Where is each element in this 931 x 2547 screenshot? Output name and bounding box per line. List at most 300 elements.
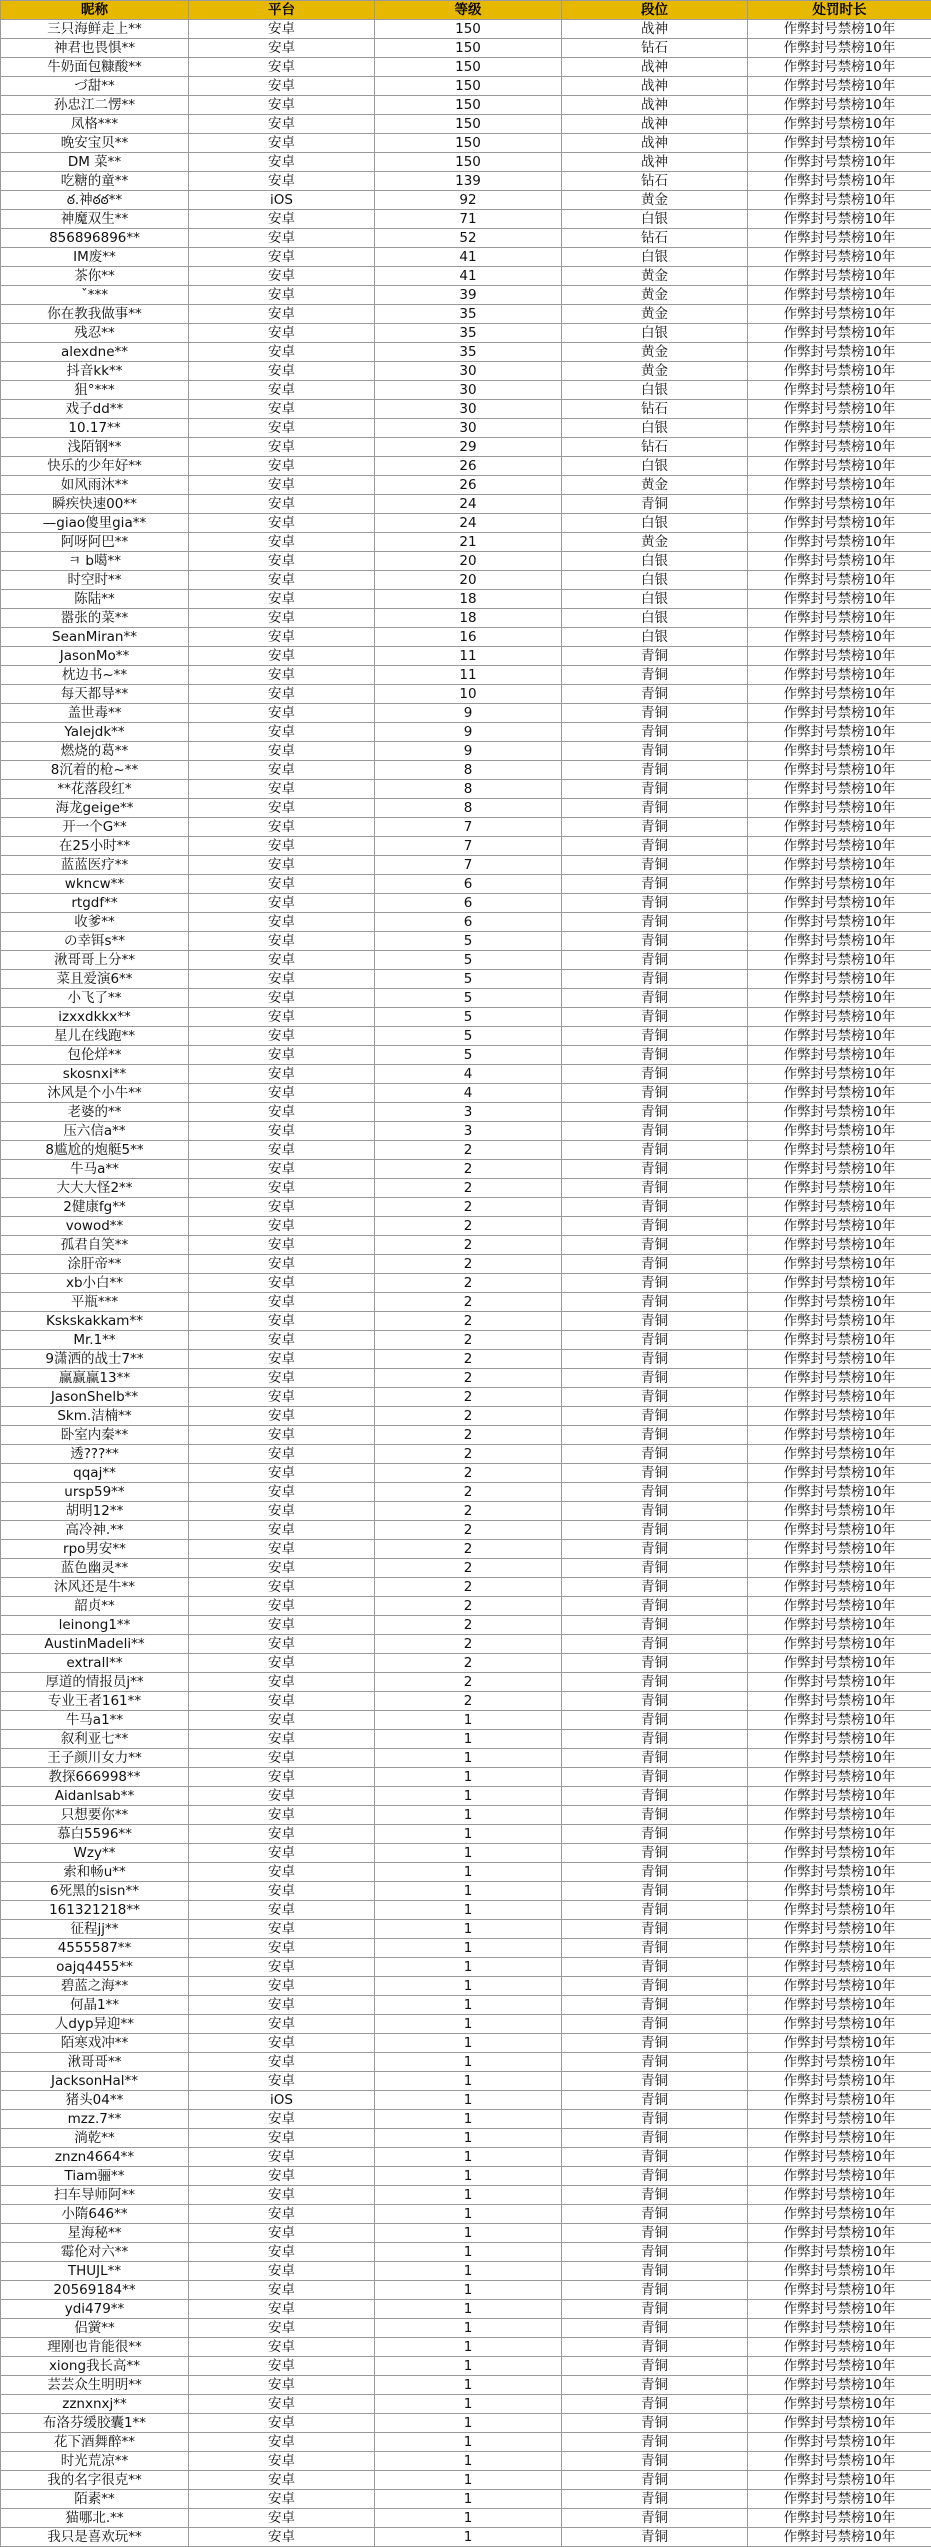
table-row bbox=[1, 685, 931, 704]
table-row bbox=[1, 1673, 931, 1692]
cell-nickname: 抖音kk** bbox=[1, 362, 189, 381]
cell-penalty: 作弊封号禁榜10年 bbox=[748, 39, 931, 58]
cell-level: 2 bbox=[375, 1540, 562, 1559]
cell-level: 2 bbox=[375, 1141, 562, 1160]
cell-platform: 安卓 bbox=[189, 1217, 375, 1236]
cell-rank: 青铜 bbox=[562, 1179, 748, 1198]
cell-nickname: 2健康fg** bbox=[1, 1198, 189, 1217]
cell-penalty: 作弊封号禁榜10年 bbox=[748, 1293, 931, 1312]
table-row bbox=[1, 856, 931, 875]
cell-penalty: 作弊封号禁榜10年 bbox=[748, 2281, 931, 2300]
cell-platform: 安卓 bbox=[189, 970, 375, 989]
cell-nickname: znzn4664** bbox=[1, 2148, 189, 2167]
cell-platform: 安卓 bbox=[189, 381, 375, 400]
cell-level: 26 bbox=[375, 476, 562, 495]
cell-nickname: 霉伦对六** bbox=[1, 2243, 189, 2262]
cell-penalty: 作弊封号禁榜10年 bbox=[748, 2433, 931, 2452]
table-row bbox=[1, 1901, 931, 1920]
table-row bbox=[1, 1977, 931, 1996]
cell-level: 1 bbox=[375, 2148, 562, 2167]
table-row bbox=[1, 1825, 931, 1844]
table-header bbox=[1, 1, 931, 20]
cell-nickname: IM废** bbox=[1, 248, 189, 267]
cell-level: 26 bbox=[375, 457, 562, 476]
cell-rank: 青铜 bbox=[562, 1863, 748, 1882]
cell-platform: 安卓 bbox=[189, 1597, 375, 1616]
cell-nickname: 陌寒戏冲** bbox=[1, 2034, 189, 2053]
table-row bbox=[1, 533, 931, 552]
cell-penalty: 作弊封号禁榜10年 bbox=[748, 2414, 931, 2433]
cell-penalty: 作弊封号禁榜10年 bbox=[748, 476, 931, 495]
cell-nickname: 只想要你** bbox=[1, 1806, 189, 1825]
cell-nickname: 何晶1** bbox=[1, 1996, 189, 2015]
cell-rank: 青铜 bbox=[562, 1388, 748, 1407]
cell-penalty: 作弊封号禁榜10年 bbox=[748, 1597, 931, 1616]
cell-penalty: 作弊封号禁榜10年 bbox=[748, 2528, 931, 2547]
table-row bbox=[1, 2528, 931, 2547]
cell-platform: 安卓 bbox=[189, 1521, 375, 1540]
cell-rank: 白银 bbox=[562, 628, 748, 647]
cell-rank: 青铜 bbox=[562, 1084, 748, 1103]
cell-penalty: 作弊封号禁榜10年 bbox=[748, 1255, 931, 1274]
cell-penalty: 作弊封号禁榜10年 bbox=[748, 1369, 931, 1388]
table-row bbox=[1, 913, 931, 932]
cell-platform: 安卓 bbox=[189, 571, 375, 590]
cell-nickname: 856896896** bbox=[1, 229, 189, 248]
cell-nickname: 瞬疾快速00** bbox=[1, 495, 189, 514]
cell-platform: 安卓 bbox=[189, 324, 375, 343]
cell-nickname: 嚣张的菜** bbox=[1, 609, 189, 628]
cell-rank: 青铜 bbox=[562, 1483, 748, 1502]
cell-level: 2 bbox=[375, 1160, 562, 1179]
cell-penalty: 作弊封号禁榜10年 bbox=[748, 305, 931, 324]
table-row bbox=[1, 1008, 931, 1027]
cell-platform: 安卓 bbox=[189, 1711, 375, 1730]
cell-level: 2 bbox=[375, 1616, 562, 1635]
cell-rank: 青铜 bbox=[562, 1597, 748, 1616]
cell-platform: 安卓 bbox=[189, 2433, 375, 2452]
cell-level: 1 bbox=[375, 1863, 562, 1882]
table-row bbox=[1, 1749, 931, 1768]
cell-penalty: 作弊封号禁榜10年 bbox=[748, 2034, 931, 2053]
cell-penalty: 作弊封号禁榜10年 bbox=[748, 913, 931, 932]
cell-level: 5 bbox=[375, 1046, 562, 1065]
cell-level: 2 bbox=[375, 1407, 562, 1426]
table-row bbox=[1, 2281, 931, 2300]
cell-platform: iOS bbox=[189, 191, 375, 210]
table-row bbox=[1, 704, 931, 723]
cell-platform: 安卓 bbox=[189, 362, 375, 381]
cell-level: 7 bbox=[375, 818, 562, 837]
cell-platform: 安卓 bbox=[189, 229, 375, 248]
cell-level: 21 bbox=[375, 533, 562, 552]
cell-nickname: ㅋ b噶** bbox=[1, 552, 189, 571]
table-row bbox=[1, 837, 931, 856]
cell-platform: 安卓 bbox=[189, 2224, 375, 2243]
cell-penalty: 作弊封号禁榜10年 bbox=[748, 1559, 931, 1578]
cell-level: 9 bbox=[375, 742, 562, 761]
cell-nickname: 沐风是个小牛** bbox=[1, 1084, 189, 1103]
cell-rank: 白银 bbox=[562, 457, 748, 476]
cell-penalty: 作弊封号禁榜10年 bbox=[748, 628, 931, 647]
cell-nickname: 时空时** bbox=[1, 571, 189, 590]
cell-penalty: 作弊封号禁榜10年 bbox=[748, 1825, 931, 1844]
table-row bbox=[1, 172, 931, 191]
cell-rank: 黄金 bbox=[562, 343, 748, 362]
cell-rank: 青铜 bbox=[562, 1882, 748, 1901]
cell-penalty: 作弊封号禁榜10年 bbox=[748, 134, 931, 153]
cell-rank: 青铜 bbox=[562, 1958, 748, 1977]
cell-rank: 白银 bbox=[562, 552, 748, 571]
cell-nickname: mzz.7** bbox=[1, 2110, 189, 2129]
cell-rank: 钻石 bbox=[562, 229, 748, 248]
table-row bbox=[1, 381, 931, 400]
cell-platform: 安卓 bbox=[189, 134, 375, 153]
table-row bbox=[1, 210, 931, 229]
cell-nickname: 孤君自笑** bbox=[1, 1236, 189, 1255]
cell-platform: 安卓 bbox=[189, 2243, 375, 2262]
cell-platform: 安卓 bbox=[189, 1882, 375, 1901]
cell-nickname: —giao傻里gia** bbox=[1, 514, 189, 533]
table-row bbox=[1, 305, 931, 324]
cell-level: 2 bbox=[375, 1350, 562, 1369]
cell-platform: 安卓 bbox=[189, 1350, 375, 1369]
cell-rank: 青铜 bbox=[562, 2148, 748, 2167]
table-row bbox=[1, 2433, 931, 2452]
cell-rank: 青铜 bbox=[562, 2376, 748, 2395]
cell-penalty: 作弊封号禁榜10年 bbox=[748, 1806, 931, 1825]
cell-rank: 战神 bbox=[562, 115, 748, 134]
table-row bbox=[1, 1863, 931, 1882]
cell-nickname: ursp59** bbox=[1, 1483, 189, 1502]
cell-platform: 安卓 bbox=[189, 476, 375, 495]
cell-platform: 安卓 bbox=[189, 1673, 375, 1692]
cell-penalty: 作弊封号禁榜10年 bbox=[748, 723, 931, 742]
cell-nickname: 老婆的** bbox=[1, 1103, 189, 1122]
table-row bbox=[1, 2110, 931, 2129]
cell-platform: 安卓 bbox=[189, 2110, 375, 2129]
table-row bbox=[1, 1502, 931, 1521]
table-row bbox=[1, 1787, 931, 1806]
cell-rank: 青铜 bbox=[562, 2319, 748, 2338]
table-row bbox=[1, 58, 931, 77]
table-row bbox=[1, 1103, 931, 1122]
cell-penalty: 作弊封号禁榜10年 bbox=[748, 1008, 931, 1027]
cell-penalty: 作弊封号禁榜10年 bbox=[748, 2395, 931, 2414]
cell-rank: 白银 bbox=[562, 571, 748, 590]
cell-level: 1 bbox=[375, 1958, 562, 1977]
cell-level: 139 bbox=[375, 172, 562, 191]
cell-rank: 青铜 bbox=[562, 1407, 748, 1426]
cell-level: 150 bbox=[375, 77, 562, 96]
cell-penalty: 作弊封号禁榜10年 bbox=[748, 2015, 931, 2034]
cell-level: 18 bbox=[375, 590, 562, 609]
cell-platform: 安卓 bbox=[189, 2167, 375, 2186]
cell-platform: 安卓 bbox=[189, 267, 375, 286]
table-row bbox=[1, 2319, 931, 2338]
table-row bbox=[1, 1844, 931, 1863]
cell-rank: 青铜 bbox=[562, 1692, 748, 1711]
cell-rank: 青铜 bbox=[562, 1027, 748, 1046]
cell-nickname: 海龙geige** bbox=[1, 799, 189, 818]
cell-penalty: 作弊封号禁榜10年 bbox=[748, 2091, 931, 2110]
table-row bbox=[1, 1920, 931, 1939]
table-row bbox=[1, 400, 931, 419]
table-row bbox=[1, 514, 931, 533]
cell-level: 1 bbox=[375, 2129, 562, 2148]
cell-penalty: 作弊封号禁榜10年 bbox=[748, 1084, 931, 1103]
cell-penalty: 作弊封号禁榜10年 bbox=[748, 2490, 931, 2509]
cell-rank: 青铜 bbox=[562, 2433, 748, 2452]
cell-rank: 青铜 bbox=[562, 1426, 748, 1445]
cell-nickname: づ甜** bbox=[1, 77, 189, 96]
cell-penalty: 作弊封号禁榜10年 bbox=[748, 2072, 931, 2091]
table-row bbox=[1, 894, 931, 913]
table-row bbox=[1, 1635, 931, 1654]
cell-level: 2 bbox=[375, 1236, 562, 1255]
cell-level: 1 bbox=[375, 2300, 562, 2319]
cell-level: 1 bbox=[375, 1901, 562, 1920]
cell-level: 30 bbox=[375, 419, 562, 438]
cell-rank: 青铜 bbox=[562, 2224, 748, 2243]
cell-level: 2 bbox=[375, 1274, 562, 1293]
cell-platform: 安卓 bbox=[189, 2490, 375, 2509]
cell-penalty: 作弊封号禁榜10年 bbox=[748, 1179, 931, 1198]
cell-level: 1 bbox=[375, 2110, 562, 2129]
cell-penalty: 作弊封号禁榜10年 bbox=[748, 1711, 931, 1730]
table-row bbox=[1, 1426, 931, 1445]
cell-penalty: 作弊封号禁榜10年 bbox=[748, 1502, 931, 1521]
cell-platform: 安卓 bbox=[189, 1616, 375, 1635]
cell-platform: 安卓 bbox=[189, 1768, 375, 1787]
cell-nickname: 侣黉** bbox=[1, 2319, 189, 2338]
cell-level: 1 bbox=[375, 1920, 562, 1939]
table-row bbox=[1, 2034, 931, 2053]
cell-platform: 安卓 bbox=[189, 1103, 375, 1122]
cell-rank: 白银 bbox=[562, 248, 748, 267]
cell-nickname: AustinMadeli** bbox=[1, 1635, 189, 1654]
cell-platform: 安卓 bbox=[189, 2376, 375, 2395]
cell-level: 1 bbox=[375, 1977, 562, 1996]
cell-level: 150 bbox=[375, 115, 562, 134]
cell-nickname: xiong我长高** bbox=[1, 2357, 189, 2376]
cell-nickname: Mr.1** bbox=[1, 1331, 189, 1350]
cell-level: 1 bbox=[375, 1730, 562, 1749]
cell-nickname: izxxdkkx** bbox=[1, 1008, 189, 1027]
cell-platform: 安卓 bbox=[189, 1274, 375, 1293]
cell-penalty: 作弊封号禁榜10年 bbox=[748, 2452, 931, 2471]
cell-nickname: Skm.洁楠** bbox=[1, 1407, 189, 1426]
cell-penalty: 作弊封号禁榜10年 bbox=[748, 2186, 931, 2205]
cell-level: 150 bbox=[375, 153, 562, 172]
cell-nickname: 枕边书~** bbox=[1, 666, 189, 685]
table-row bbox=[1, 1179, 931, 1198]
cell-penalty: 作弊封号禁榜10年 bbox=[748, 1635, 931, 1654]
cell-rank: 黄金 bbox=[562, 286, 748, 305]
cell-penalty: 作弊封号禁榜10年 bbox=[748, 875, 931, 894]
cell-penalty: 作弊封号禁榜10年 bbox=[748, 115, 931, 134]
cell-penalty: 作弊封号禁榜10年 bbox=[748, 172, 931, 191]
cell-rank: 青铜 bbox=[562, 1806, 748, 1825]
cell-rank: 钻石 bbox=[562, 172, 748, 191]
cell-platform: 安卓 bbox=[189, 115, 375, 134]
cell-penalty: 作弊封号禁榜10年 bbox=[748, 1122, 931, 1141]
cell-nickname: 浅陌钢** bbox=[1, 438, 189, 457]
cell-rank: 青铜 bbox=[562, 704, 748, 723]
cell-platform: 安卓 bbox=[189, 2053, 375, 2072]
cell-nickname: 人dyp异迎** bbox=[1, 2015, 189, 2034]
cell-penalty: 作弊封号禁榜10年 bbox=[748, 381, 931, 400]
cell-platform: 安卓 bbox=[189, 989, 375, 1008]
cell-level: 2 bbox=[375, 1217, 562, 1236]
cell-level: 2 bbox=[375, 1426, 562, 1445]
cell-penalty: 作弊封号禁榜10年 bbox=[748, 438, 931, 457]
cell-rank: 青铜 bbox=[562, 1730, 748, 1749]
table-row bbox=[1, 248, 931, 267]
cell-penalty: 作弊封号禁榜10年 bbox=[748, 2148, 931, 2167]
cell-platform: 安卓 bbox=[189, 1977, 375, 1996]
cell-nickname: 星儿在线跑** bbox=[1, 1027, 189, 1046]
cell-platform: 安卓 bbox=[189, 552, 375, 571]
cell-level: 20 bbox=[375, 571, 562, 590]
cell-nickname: ydi479** bbox=[1, 2300, 189, 2319]
cell-platform: 安卓 bbox=[189, 2300, 375, 2319]
cell-rank: 青铜 bbox=[562, 2528, 748, 2547]
cell-nickname: rtgdf** bbox=[1, 894, 189, 913]
cell-nickname: 透???** bbox=[1, 1445, 189, 1464]
table-row bbox=[1, 115, 931, 134]
cell-level: 41 bbox=[375, 248, 562, 267]
cell-penalty: 作弊封号禁榜10年 bbox=[748, 1464, 931, 1483]
cell-rank: 青铜 bbox=[562, 2110, 748, 2129]
cell-level: 2 bbox=[375, 1559, 562, 1578]
column-header-level: 等级 bbox=[375, 1, 562, 20]
cell-nickname: 开一个G** bbox=[1, 818, 189, 837]
cell-nickname: 时光荒凉** bbox=[1, 2452, 189, 2471]
cell-platform: 安卓 bbox=[189, 742, 375, 761]
cell-nickname: 8尴尬的炮艇5** bbox=[1, 1141, 189, 1160]
cell-penalty: 作弊封号禁榜10年 bbox=[748, 1065, 931, 1084]
column-header-rank: 段位 bbox=[562, 1, 748, 20]
cell-platform: 安卓 bbox=[189, 1331, 375, 1350]
cell-platform: 安卓 bbox=[189, 153, 375, 172]
cell-penalty: 作弊封号禁榜10年 bbox=[748, 362, 931, 381]
cell-rank: 青铜 bbox=[562, 2395, 748, 2414]
cell-rank: 青铜 bbox=[562, 1711, 748, 1730]
cell-nickname: 压六信a** bbox=[1, 1122, 189, 1141]
cell-rank: 青铜 bbox=[562, 1331, 748, 1350]
cell-platform: 安卓 bbox=[189, 2129, 375, 2148]
cell-platform: 安卓 bbox=[189, 1160, 375, 1179]
cell-level: 41 bbox=[375, 267, 562, 286]
cell-level: 2 bbox=[375, 1502, 562, 1521]
cell-nickname: DM 菜** bbox=[1, 153, 189, 172]
cell-level: 9 bbox=[375, 704, 562, 723]
cell-penalty: 作弊封号禁榜10年 bbox=[748, 1350, 931, 1369]
table-row bbox=[1, 590, 931, 609]
cell-nickname: 牛马a1** bbox=[1, 1711, 189, 1730]
cell-nickname: THUJL** bbox=[1, 2262, 189, 2281]
cell-level: 2 bbox=[375, 1331, 562, 1350]
cell-platform: 安卓 bbox=[189, 248, 375, 267]
cell-penalty: 作弊封号禁榜10年 bbox=[748, 229, 931, 248]
cell-penalty: 作弊封号禁榜10年 bbox=[748, 514, 931, 533]
cell-rank: 青铜 bbox=[562, 2357, 748, 2376]
cell-platform: 安卓 bbox=[189, 723, 375, 742]
cell-platform: 安卓 bbox=[189, 1901, 375, 1920]
table-row bbox=[1, 1882, 931, 1901]
cell-rank: 青铜 bbox=[562, 1901, 748, 1920]
table-row bbox=[1, 77, 931, 96]
cell-nickname: 快乐的少年好** bbox=[1, 457, 189, 476]
cell-platform: 安卓 bbox=[189, 1749, 375, 1768]
cell-rank: 青铜 bbox=[562, 894, 748, 913]
table-row bbox=[1, 96, 931, 115]
cell-penalty: 作弊封号禁榜10年 bbox=[748, 1730, 931, 1749]
table-row bbox=[1, 1407, 931, 1426]
cell-rank: 青铜 bbox=[562, 1635, 748, 1654]
cell-platform: 安卓 bbox=[189, 628, 375, 647]
table-row bbox=[1, 2338, 931, 2357]
cell-rank: 青铜 bbox=[562, 666, 748, 685]
cell-rank: 青铜 bbox=[562, 2300, 748, 2319]
cell-penalty: 作弊封号禁榜10年 bbox=[748, 1616, 931, 1635]
cell-nickname: leinong1** bbox=[1, 1616, 189, 1635]
cell-rank: 青铜 bbox=[562, 1217, 748, 1236]
cell-penalty: 作弊封号禁榜10年 bbox=[748, 1996, 931, 2015]
table-row bbox=[1, 2262, 931, 2281]
cell-level: 4 bbox=[375, 1065, 562, 1084]
table-row bbox=[1, 1312, 931, 1331]
cell-penalty: 作弊封号禁榜10年 bbox=[748, 2167, 931, 2186]
cell-penalty: 作弊封号禁榜10年 bbox=[748, 2471, 931, 2490]
table-row bbox=[1, 20, 931, 39]
cell-penalty: 作弊封号禁榜10年 bbox=[748, 1673, 931, 1692]
cell-rank: 青铜 bbox=[562, 2452, 748, 2471]
cell-platform: 安卓 bbox=[189, 2262, 375, 2281]
cell-level: 150 bbox=[375, 58, 562, 77]
cell-nickname: 收爹** bbox=[1, 913, 189, 932]
cell-rank: 白银 bbox=[562, 609, 748, 628]
cell-rank: 青铜 bbox=[562, 2091, 748, 2110]
table-row bbox=[1, 1730, 931, 1749]
cell-level: 1 bbox=[375, 2509, 562, 2528]
table-row bbox=[1, 1445, 931, 1464]
cell-nickname: 大大大怪2** bbox=[1, 1179, 189, 1198]
cell-penalty: 作弊封号禁榜10年 bbox=[748, 1445, 931, 1464]
cell-level: 1 bbox=[375, 2262, 562, 2281]
table-row bbox=[1, 1217, 931, 1236]
cell-nickname: 芸芸众生明明** bbox=[1, 2376, 189, 2395]
table-row bbox=[1, 552, 931, 571]
cell-platform: 安卓 bbox=[189, 685, 375, 704]
cell-penalty: 作弊封号禁榜10年 bbox=[748, 2110, 931, 2129]
table-row bbox=[1, 2091, 931, 2110]
table-row bbox=[1, 1806, 931, 1825]
cell-penalty: 作弊封号禁榜10年 bbox=[748, 1312, 931, 1331]
cell-penalty: 作弊封号禁榜10年 bbox=[748, 1236, 931, 1255]
cell-level: 2 bbox=[375, 1578, 562, 1597]
cell-penalty: 作弊封号禁榜10年 bbox=[748, 742, 931, 761]
cell-nickname: 慕白5596** bbox=[1, 1825, 189, 1844]
cell-nickname: 碧蓝之海** bbox=[1, 1977, 189, 1996]
cell-rank: 青铜 bbox=[562, 1445, 748, 1464]
cell-platform: 安卓 bbox=[189, 343, 375, 362]
table-row bbox=[1, 1141, 931, 1160]
cell-nickname: 4555587** bbox=[1, 1939, 189, 1958]
cell-platform: 安卓 bbox=[189, 2414, 375, 2433]
cell-platform: 安卓 bbox=[189, 2186, 375, 2205]
